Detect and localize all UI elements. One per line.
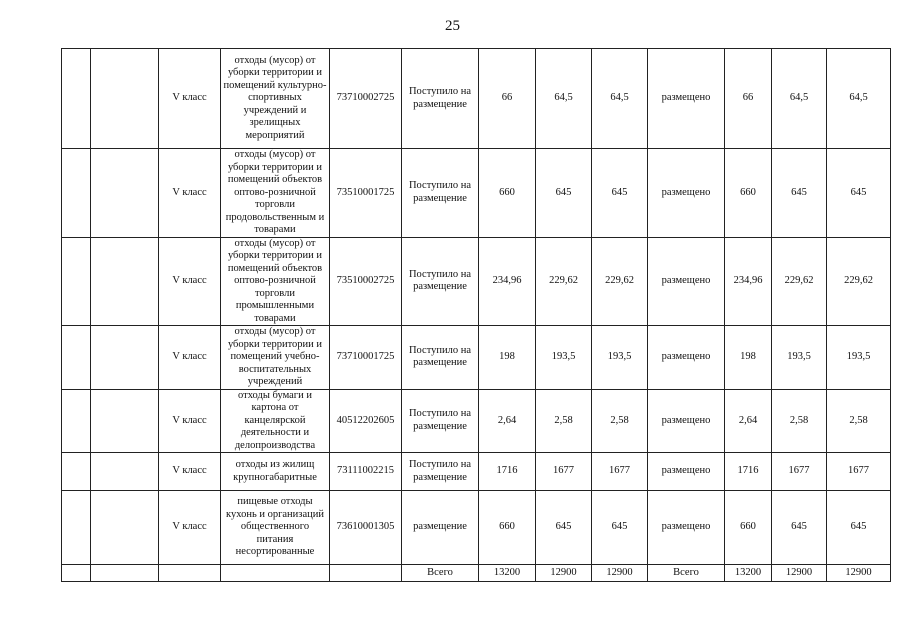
blank-cell [62,326,91,390]
blank-cell [91,237,159,326]
value-cell: 1677 [536,453,592,491]
blank-cell [91,565,159,582]
placed-status-cell: размещено [648,389,725,453]
received-status-cell: Поступило на размещение [402,49,479,149]
value-cell: 64,5 [592,49,648,149]
value-cell: 645 [592,491,648,565]
waste-name-cell: отходы бумаги и картона от канцелярской деятельности и делопроизводства [221,389,330,453]
blank-cell [91,491,159,565]
value-cell: 229,62 [827,237,891,326]
value-cell: 1716 [479,453,536,491]
fkko-code-cell: 73510001725 [330,149,402,238]
table-row [62,149,891,238]
blank-cell [330,565,402,582]
blank-cell [62,237,91,326]
blank-cell [221,565,330,582]
table-row [62,491,891,565]
fkko-code-cell: 73710001725 [330,326,402,390]
received-status-cell: Поступило на размещение [402,149,479,238]
value-cell: 2,58 [536,389,592,453]
waste-name-cell: отходы (мусор) от уборки территории и помещений объектов оптово-розничной торговли продовольственным и товарами [221,149,330,238]
value-cell: 229,62 [592,237,648,326]
value-cell: 66 [725,49,772,149]
table-row [62,49,891,149]
received-status-cell: Поступило на размещение [402,326,479,390]
value-cell: 645 [536,491,592,565]
received-status-cell: размещение [402,491,479,565]
value-cell: 660 [479,149,536,238]
total-value: 12900 [772,565,827,582]
value-cell: 645 [536,149,592,238]
blank-cell [62,149,91,238]
received-status-cell: Поступило на размещение [402,237,479,326]
value-cell: 660 [725,491,772,565]
placed-status-cell: размещено [648,237,725,326]
value-cell: 1716 [725,453,772,491]
value-cell: 229,62 [772,237,827,326]
total-value: 12900 [536,565,592,582]
hazard-class-cell: V класс [159,389,221,453]
blank-cell [91,453,159,491]
value-cell: 1677 [827,453,891,491]
hazard-class-cell: V класс [159,453,221,491]
value-cell: 229,62 [536,237,592,326]
hazard-class-cell: V класс [159,491,221,565]
value-cell: 645 [827,149,891,238]
total-value: 12900 [827,565,891,582]
value-cell: 645 [592,149,648,238]
value-cell: 2,64 [479,389,536,453]
value-cell: 2,64 [725,389,772,453]
blank-cell [62,453,91,491]
hazard-class-cell: V класс [159,149,221,238]
value-cell: 193,5 [772,326,827,390]
value-cell: 645 [772,149,827,238]
value-cell: 198 [479,326,536,390]
blank-cell [159,565,221,582]
value-cell: 2,58 [592,389,648,453]
value-cell: 1677 [592,453,648,491]
received-status-cell: Поступило на размещение [402,389,479,453]
value-cell: 64,5 [827,49,891,149]
value-cell: 645 [772,491,827,565]
waste-name-cell: отходы (мусор) от уборки территории и помещений объектов оптово-розничной торговли промышленными товарами [221,237,330,326]
value-cell: 64,5 [772,49,827,149]
total-value: 12900 [592,565,648,582]
total-label: Всего [648,565,725,582]
value-cell: 66 [479,49,536,149]
blank-cell [91,49,159,149]
blank-cell [91,389,159,453]
hazard-class-cell: V класс [159,49,221,149]
table-row [62,453,891,491]
waste-name-cell: отходы из жилищ крупногабаритные [221,453,330,491]
value-cell: 234,96 [479,237,536,326]
placed-status-cell: размещено [648,326,725,390]
fkko-code-cell: 73510002725 [330,237,402,326]
waste-name-cell: отходы (мусор) от уборки территории и помещений культурно-спортивных учреждений и зрелищных мероприятий [221,49,330,149]
waste-table [61,48,891,582]
value-cell: 234,96 [725,237,772,326]
value-cell: 660 [725,149,772,238]
hazard-class-cell: V класс [159,326,221,390]
fkko-code-cell: 73111002215 [330,453,402,491]
value-cell: 2,58 [772,389,827,453]
hazard-class-cell: V класс [159,237,221,326]
placed-status-cell: размещено [648,49,725,149]
blank-cell [62,49,91,149]
value-cell: 645 [827,491,891,565]
table-row [62,326,891,390]
blank-cell [91,326,159,390]
value-cell: 2,58 [827,389,891,453]
total-row [62,565,891,582]
value-cell: 198 [725,326,772,390]
blank-cell [62,389,91,453]
table-row [62,389,891,453]
value-cell: 1677 [772,453,827,491]
page-number: 25 [445,18,460,34]
blank-cell [62,565,91,582]
placed-status-cell: размещено [648,491,725,565]
fkko-code-cell: 73610001305 [330,491,402,565]
value-cell: 660 [479,491,536,565]
received-status-cell: Поступило на размещение [402,453,479,491]
value-cell: 193,5 [536,326,592,390]
total-value: 13200 [479,565,536,582]
table-row [62,237,891,326]
total-value: 13200 [725,565,772,582]
blank-cell [91,149,159,238]
placed-status-cell: размещено [648,149,725,238]
waste-name-cell: отходы (мусор) от уборки территории и помещений учебно-воспитательных учреждений [221,326,330,390]
value-cell: 64,5 [536,49,592,149]
fkko-code-cell: 73710002725 [330,49,402,149]
value-cell: 193,5 [827,326,891,390]
value-cell: 193,5 [592,326,648,390]
placed-status-cell: размещено [648,453,725,491]
fkko-code-cell: 40512202605 [330,389,402,453]
total-label: Всего [402,565,479,582]
blank-cell [62,491,91,565]
waste-name-cell: пищевые отходы кухонь и организаций общественного питания несортированные [221,491,330,565]
